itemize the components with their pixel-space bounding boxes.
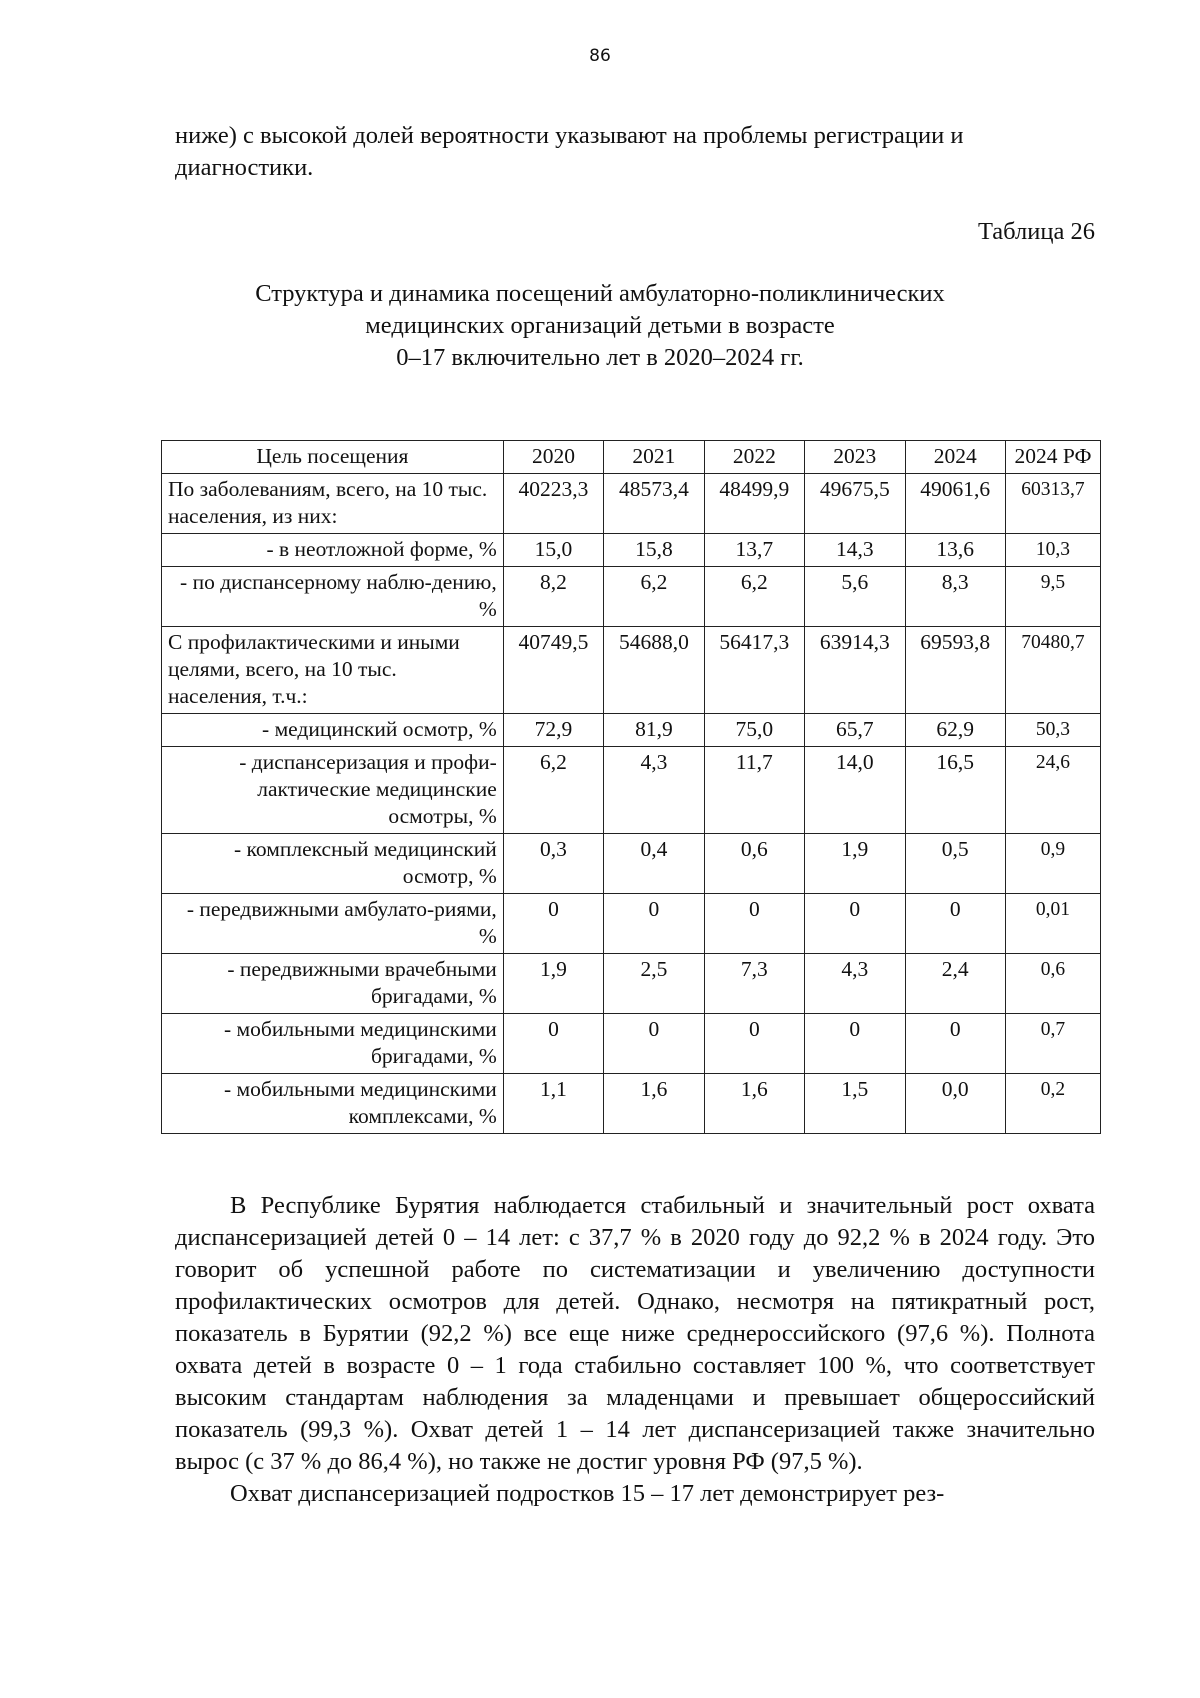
table-cell: 54688,0	[604, 627, 704, 714]
table-cell: 0,6	[704, 834, 804, 894]
table-title-line: Структура и динамика посещений амбулаторно-поликлинических	[255, 280, 945, 307]
table-cell: 0,4	[604, 834, 704, 894]
table-cell: 0	[805, 1014, 905, 1074]
table-cell: 15,8	[604, 534, 704, 567]
row-label: - передвижными амбулато-риями, %	[162, 894, 504, 954]
table-cell: 0,3	[503, 834, 603, 894]
table-label: Таблица 26	[977, 218, 1095, 245]
table-cell: 16,5	[905, 747, 1005, 834]
table-cell: 70480,7	[1005, 627, 1100, 714]
body-text	[175, 1190, 1095, 1510]
table-cell: 69593,8	[905, 627, 1005, 714]
table-cell: 13,7	[704, 534, 804, 567]
table-cell: 40223,3	[503, 474, 603, 534]
table-cell: 48499,9	[704, 474, 804, 534]
table-cell: 0	[905, 894, 1005, 954]
table-cell: 75,0	[704, 714, 804, 747]
column-header: 2024 РФ	[1005, 441, 1100, 474]
table-cell: 49061,6	[905, 474, 1005, 534]
table-cell: 72,9	[503, 714, 603, 747]
row-label: - передвижными врачебными бригадами, %	[162, 954, 504, 1014]
column-header: 2021	[604, 441, 704, 474]
table-row	[162, 474, 1101, 534]
row-label: - по диспансерному наблю-дению, %	[162, 567, 504, 627]
table-cell: 0	[704, 1014, 804, 1074]
table-cell: 15,0	[503, 534, 603, 567]
row-label: С профилактическими и иными целями, всего, на 10 тыс. населения, т.ч.:	[162, 627, 504, 714]
table-row	[162, 627, 1101, 714]
row-label: - комплексный медицинский осмотр, %	[162, 834, 504, 894]
table-cell: 0	[503, 1014, 603, 1074]
table-cell: 2,4	[905, 954, 1005, 1014]
table-cell: 0	[805, 894, 905, 954]
table-cell: 0	[503, 894, 603, 954]
table-cell: 48573,4	[604, 474, 704, 534]
row-label: - медицинский осмотр, %	[162, 714, 504, 747]
table-body	[162, 474, 1101, 1134]
table-row	[162, 894, 1101, 954]
table-cell: 1,9	[805, 834, 905, 894]
table-cell: 0	[905, 1014, 1005, 1074]
table-cell: 9,5	[1005, 567, 1100, 627]
table-cell: 5,6	[805, 567, 905, 627]
table-cell: 0,0	[905, 1074, 1005, 1134]
table-cell: 0,9	[1005, 834, 1100, 894]
table-cell: 56417,3	[704, 627, 804, 714]
table-row	[162, 1014, 1101, 1074]
table-cell: 63914,3	[805, 627, 905, 714]
table-cell: 7,3	[704, 954, 804, 1014]
table-cell: 10,3	[1005, 534, 1100, 567]
table-cell: 8,3	[905, 567, 1005, 627]
table-cell: 40749,5	[503, 627, 603, 714]
row-label: - мобильными медицинскими бригадами, %	[162, 1014, 504, 1074]
column-header: 2024	[905, 441, 1005, 474]
table-title	[0, 278, 1200, 374]
intro-paragraph: ниже) с высокой долей вероятности указывают на проблемы регистрации и диагностики.	[175, 122, 964, 181]
table-cell: 60313,7	[1005, 474, 1100, 534]
table-cell: 1,9	[503, 954, 603, 1014]
table-cell: 50,3	[1005, 714, 1100, 747]
table-cell: 4,3	[604, 747, 704, 834]
table-cell: 14,0	[805, 747, 905, 834]
table-cell: 0	[604, 894, 704, 954]
page-number: 86	[589, 46, 611, 66]
table-row	[162, 567, 1101, 627]
table-cell: 65,7	[805, 714, 905, 747]
table-cell: 4,3	[805, 954, 905, 1014]
column-header: Цель посещения	[162, 441, 504, 474]
table-cell: 1,1	[503, 1074, 603, 1134]
table-row	[162, 954, 1101, 1014]
table-cell: 0,2	[1005, 1074, 1100, 1134]
table-cell: 14,3	[805, 534, 905, 567]
body-paragraph: В Республике Бурятия наблюдается стабильный и значительный рост охвата диспансеризацией детей 0 – 14 лет: с 37,7 % в 2020 году до 92,2 % в 2024 году. Это говорит об успешной работе по систематизации и увеличению доступности профилактических осмотров для детей. Однако, несмотря на пятикратный рост, показатель в Бурятии (92,2 %) все еще ниже среднероссийского (97,6 %). Полнота охвата детей в возрасте 0 – 1 года стабильно составляет 100 %, что соответствует высоким стандартам наблюдения за младенцами и превышает общероссийский показатель (99,3 %). Охват детей 1 – 14 лет диспансеризацией также значительно вырос (с 37 % до 86,4 %), но также не достиг уровня РФ (97,5 %).	[175, 1192, 1095, 1475]
table-cell: 0,5	[905, 834, 1005, 894]
table-cell: 0	[604, 1014, 704, 1074]
table-row	[162, 534, 1101, 567]
table-title-line: медицинских организаций детьми в возрасте	[365, 312, 835, 339]
table-row	[162, 834, 1101, 894]
table-row	[162, 747, 1101, 834]
table-cell: 49675,5	[805, 474, 905, 534]
table-cell: 1,6	[604, 1074, 704, 1134]
table-row	[162, 1074, 1101, 1134]
table-cell: 2,5	[604, 954, 704, 1014]
row-label: - диспансеризация и профи-лактические медицинские осмотры, %	[162, 747, 504, 834]
table-cell: 8,2	[503, 567, 603, 627]
table-cell: 6,2	[604, 567, 704, 627]
table-row	[162, 714, 1101, 747]
table-cell: 1,6	[704, 1074, 804, 1134]
table-cell: 0	[704, 894, 804, 954]
column-header: 2022	[704, 441, 804, 474]
table-cell: 0,01	[1005, 894, 1100, 954]
table-cell: 1,5	[805, 1074, 905, 1134]
table-header-row	[162, 441, 1101, 474]
table-cell: 62,9	[905, 714, 1005, 747]
table-cell: 6,2	[704, 567, 804, 627]
row-label: - мобильными медицинскими комплексами, %	[162, 1074, 504, 1134]
table-title-line: 0–17 включительно лет в 2020–2024 гг.	[396, 344, 804, 371]
row-label: - в неотложной форме, %	[162, 534, 504, 567]
visits-table	[161, 440, 1101, 1134]
table-cell: 81,9	[604, 714, 704, 747]
column-header: 2020	[503, 441, 603, 474]
table-cell: 6,2	[503, 747, 603, 834]
column-header: 2023	[805, 441, 905, 474]
table-cell: 0,7	[1005, 1014, 1100, 1074]
body-paragraph: Охват диспансеризацией подростков 15 – 17 лет демонстрирует рез-	[230, 1480, 945, 1507]
row-label: По заболеваниям, всего, на 10 тыс. населения, из них:	[162, 474, 504, 534]
table-cell: 11,7	[704, 747, 804, 834]
table-cell: 0,6	[1005, 954, 1100, 1014]
table-cell: 24,6	[1005, 747, 1100, 834]
table-cell: 13,6	[905, 534, 1005, 567]
